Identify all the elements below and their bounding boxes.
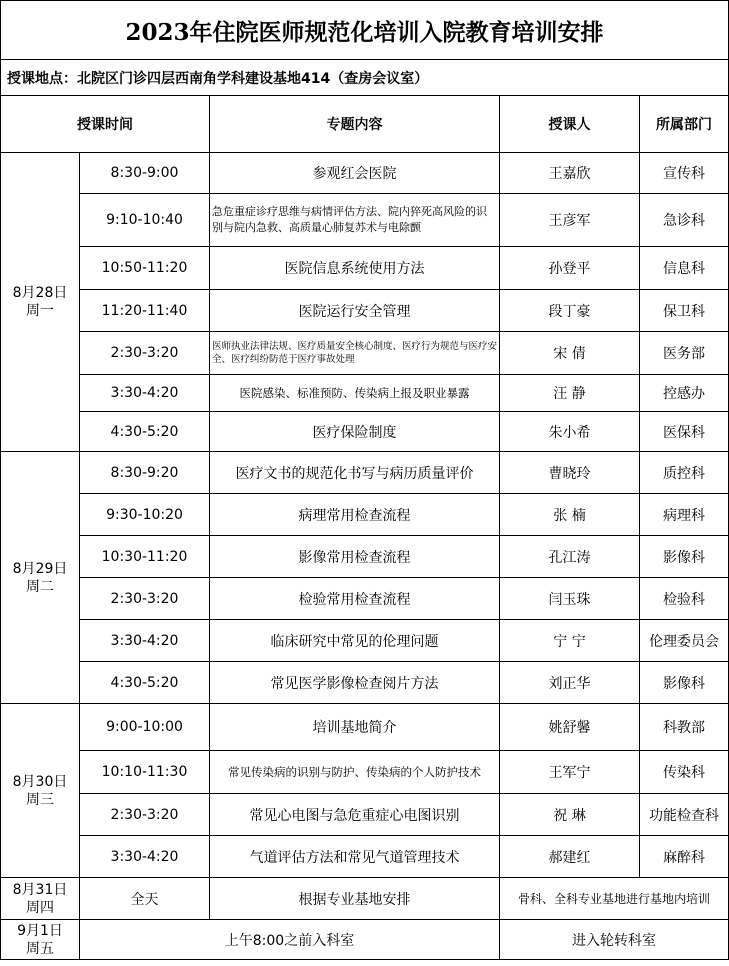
topic-cell: 医院信息系统使用方法 (210, 247, 500, 290)
table-row (1, 794, 729, 836)
time-cell: 全天 (80, 878, 210, 920)
topic-cell: 参观红会医院 (210, 153, 500, 194)
time-cell: 2:30-3:20 (80, 332, 210, 375)
time-cell: 3:30-4:20 (80, 836, 210, 878)
time-cell: 3:30-4:20 (80, 620, 210, 662)
lecturer-cell: 郝建红 (500, 836, 640, 878)
dept-cell: 麻醉科 (640, 836, 729, 878)
date-cell (1, 452, 80, 704)
topic-cell: 医疗保险制度 (210, 412, 500, 452)
topic-cell: 常见心电图与急危重症心电图识别 (210, 794, 500, 836)
header-dept: 所属部门 (640, 96, 729, 153)
time-cell: 8:30-9:00 (80, 153, 210, 194)
lecturer-cell: 王嘉欣 (500, 153, 640, 194)
lecturer-cell: 孔江涛 (500, 536, 640, 578)
time-cell: 10:30-11:20 (80, 536, 210, 578)
lecturer-cell: 朱小希 (500, 412, 640, 452)
table-row (1, 920, 729, 960)
table-row (1, 836, 729, 878)
lecturer-cell: 宁 宁 (500, 620, 640, 662)
time-cell: 2:30-3:20 (80, 578, 210, 620)
topic-cell: 临床研究中常见的伦理问题 (210, 620, 500, 662)
dept-cell: 医保科 (640, 412, 729, 452)
topic-cell: 急危重症诊疗思维与病情评估方法、院内猝死高风险的识别与院内急救、高质量心肺复苏术与电除颤 (210, 194, 500, 247)
date-cell (1, 153, 80, 452)
time-cell: 4:30-5:20 (80, 662, 210, 704)
time-cell: 10:50-11:20 (80, 247, 210, 290)
table-row (1, 332, 729, 375)
lecturer-cell: 孙登平 (500, 247, 640, 290)
date-label: 8月29日 (12, 560, 68, 577)
topic-cell: 根据专业基地安排 (210, 878, 500, 920)
topic-cell: 培训基地简介 (210, 704, 500, 751)
table-row (1, 153, 729, 194)
table-row (1, 578, 729, 620)
dept-cell: 科教部 (640, 704, 729, 751)
weekday-label: 周二 (26, 578, 54, 595)
dept-cell: 医务部 (640, 332, 729, 375)
table-row (1, 751, 729, 794)
topic-cell: 医师执业法律法规、医疗质量安全核心制度、医疗行为规范与医疗安全、医疗纠纷防范于医疗事故处理 (210, 332, 500, 375)
time-cell: 3:30-4:20 (80, 375, 210, 412)
time-cell: 4:30-5:20 (80, 412, 210, 452)
dept-cell: 传染科 (640, 751, 729, 794)
dept-cell: 保卫科 (640, 290, 729, 332)
lecturer-cell: 张 楠 (500, 494, 640, 536)
date-cell (1, 920, 80, 960)
location-text: 授课地点：北院区门诊四层西南角学科建设基地414（查房会议室） (1, 60, 729, 96)
header-topic: 专题内容 (210, 96, 500, 153)
table-row (1, 536, 729, 578)
time-cell: 11:20-11:40 (80, 290, 210, 332)
time-cell: 8:30-9:20 (80, 452, 210, 494)
table-row (1, 620, 729, 662)
table-row (1, 704, 729, 751)
date-cell (1, 878, 80, 920)
topic-cell: 检验常用检查流程 (210, 578, 500, 620)
dept-cell: 影像科 (640, 536, 729, 578)
date-label: 8月28日 (12, 285, 68, 301)
dept-cell: 宣传科 (640, 153, 729, 194)
topic-cell: 影像常用检查流程 (210, 536, 500, 578)
topic-cell: 医疗文书的规范化书写与病历质量评价 (210, 452, 500, 494)
topic-cell: 气道评估方法和常见气道管理技术 (210, 836, 500, 878)
header-time: 授课时间 (1, 96, 210, 153)
table-row (1, 662, 729, 704)
arrival-cell: 上午8:00之前入科室 (80, 920, 500, 960)
time-cell: 9:00-10:00 (80, 704, 210, 751)
lecturer-cell: 宋 倩 (500, 332, 640, 375)
date-cell (1, 704, 80, 878)
lecturer-cell: 闫玉珠 (500, 578, 640, 620)
topic-cell: 常见医学影像检查阅片方法 (210, 662, 500, 704)
topic-cell: 医院感染、标准预防、传染病上报及职业暴露 (210, 375, 500, 412)
weekday-label: 周一 (26, 303, 54, 319)
weekday-label: 周四 (26, 899, 54, 916)
lecturer-cell: 曹晓玲 (500, 452, 640, 494)
lecturer-cell: 姚舒馨 (500, 704, 640, 751)
dept-cell: 质控科 (640, 452, 729, 494)
time-cell: 9:30-10:20 (80, 494, 210, 536)
note-cell: 骨科、全科专业基地进行基地内培训 (500, 878, 729, 920)
time-cell: 10:10-11:30 (80, 751, 210, 794)
weekday-label: 周三 (26, 791, 54, 808)
lecturer-cell: 王彦军 (500, 194, 640, 247)
dept-cell: 伦理委员会 (640, 620, 729, 662)
table-row (1, 412, 729, 452)
dept-cell: 影像科 (640, 662, 729, 704)
date-label: 8月31日 (12, 881, 68, 898)
page-title: 2023年住院医师规范化培训入院教育培训安排 (1, 1, 729, 60)
time-cell: 9:10-10:40 (80, 194, 210, 247)
table-row (1, 194, 729, 247)
lecturer-cell: 段丁豪 (500, 290, 640, 332)
date-label: 9月1日 (17, 922, 63, 939)
lecturer-cell: 汪 静 (500, 375, 640, 412)
date-label: 8月30日 (12, 773, 68, 790)
lecturer-cell: 王军宁 (500, 751, 640, 794)
table-row (1, 247, 729, 290)
topic-cell: 医院运行安全管理 (210, 290, 500, 332)
lecturer-cell: 刘正华 (500, 662, 640, 704)
table-row (1, 494, 729, 536)
dept-cell: 病理科 (640, 494, 729, 536)
rotation-cell: 进入轮转科室 (500, 920, 729, 960)
dept-cell: 急诊科 (640, 194, 729, 247)
time-cell: 2:30-3:20 (80, 794, 210, 836)
dept-cell: 功能检查科 (640, 794, 729, 836)
topic-cell: 常见传染病的识别与防护、传染病的个人防护技术 (210, 751, 500, 794)
lecturer-cell: 祝 琳 (500, 794, 640, 836)
dept-cell: 信息科 (640, 247, 729, 290)
table-row (1, 452, 729, 494)
dept-cell: 控感办 (640, 375, 729, 412)
dept-cell: 检验科 (640, 578, 729, 620)
weekday-label: 周五 (26, 940, 54, 957)
header-lecturer: 授课人 (500, 96, 640, 153)
table-row (1, 878, 729, 920)
table-row (1, 375, 729, 412)
topic-cell: 病理常用检查流程 (210, 494, 500, 536)
table-row (1, 290, 729, 332)
